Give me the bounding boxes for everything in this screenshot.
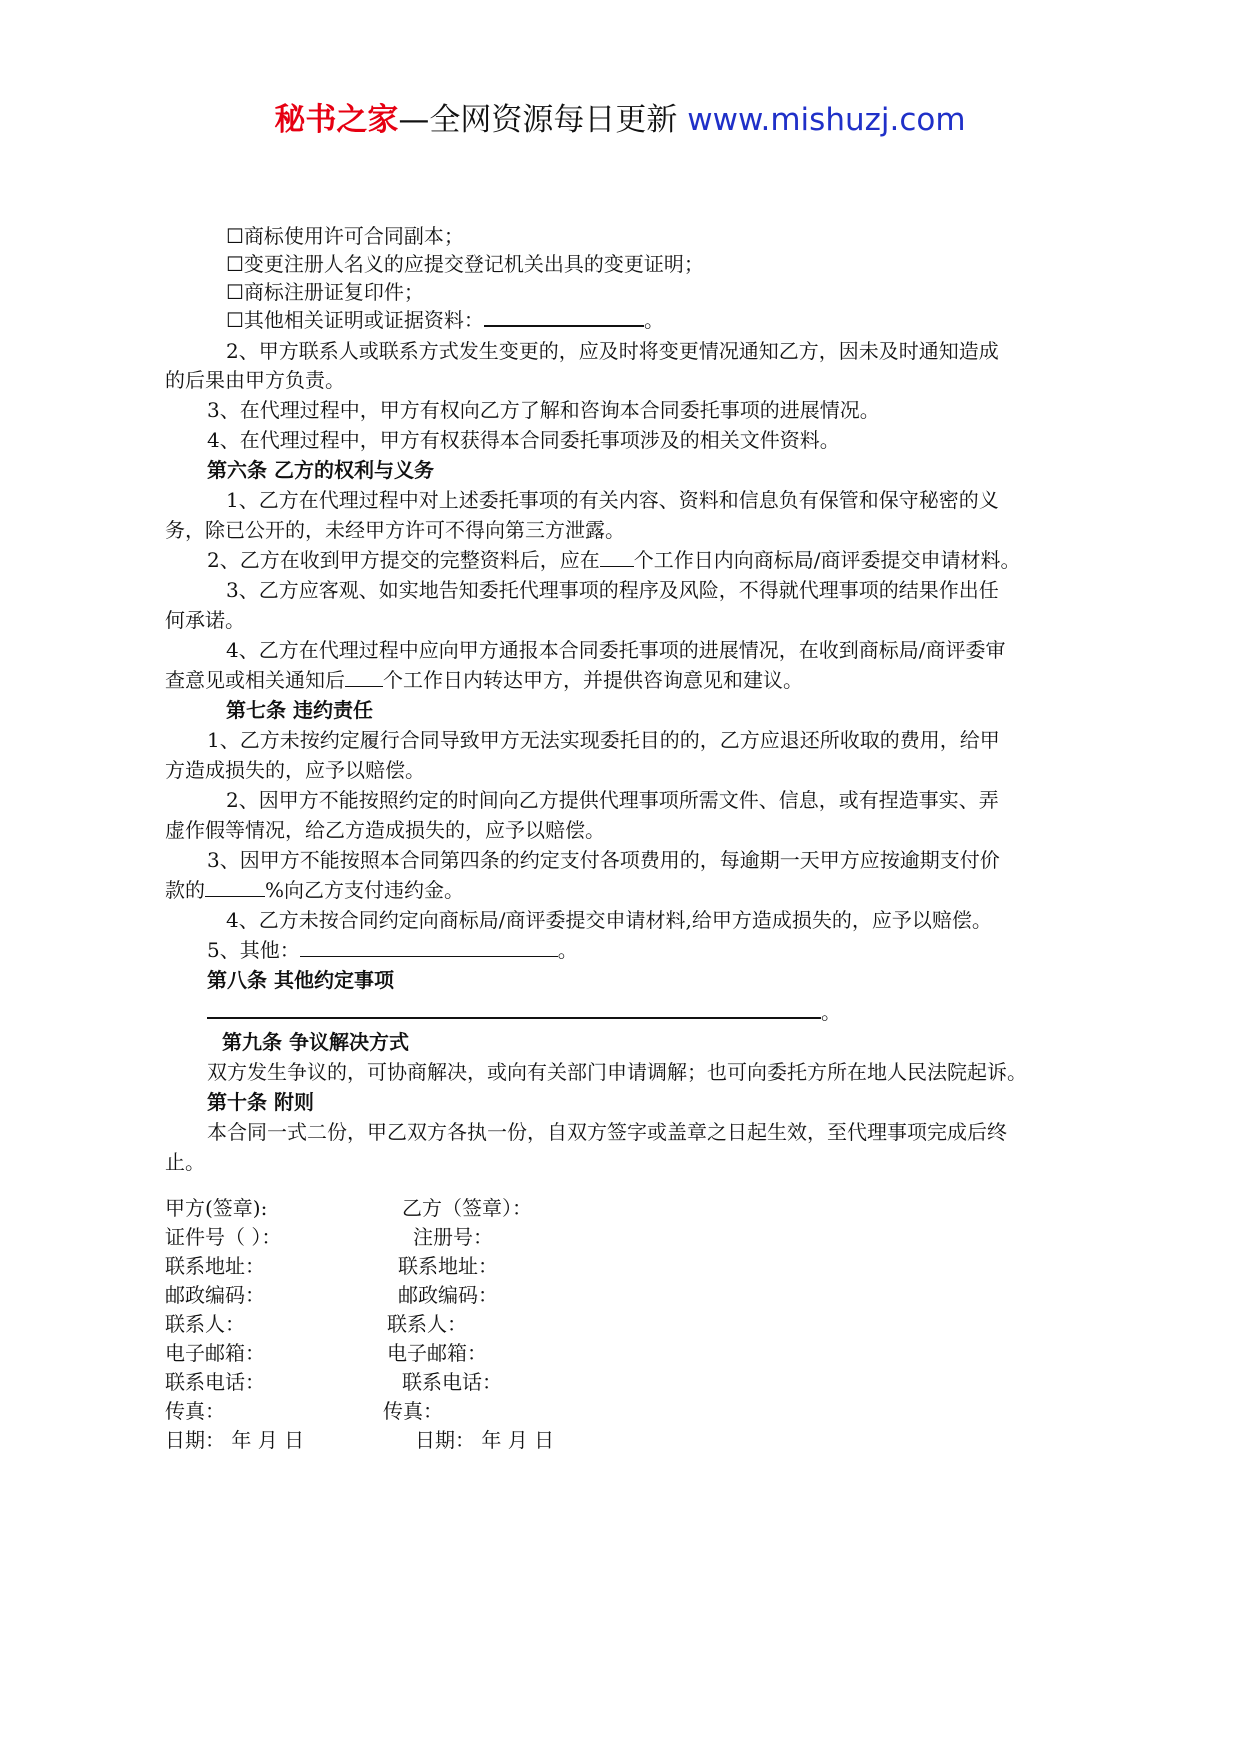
paragraph-line: 4、在代理过程中，甲方有权获得本合同委托事项涉及的相关文件资料。 xyxy=(207,428,840,452)
paragraph-line: 3、在代理过程中，甲方有权向乙方了解和咨询本合同委托事项的进展情况。 xyxy=(207,398,880,422)
paragraph-line: 1、乙方在代理过程中对上述委托事项的有关内容、资料和信息负有保管和保守秘密的义 xyxy=(226,488,999,512)
blank-field[interactable] xyxy=(207,999,821,1019)
paragraph-line: 4、乙方在代理过程中应向甲方通报本合同委托事项的进展情况，在收到商标局/商评委审 xyxy=(226,638,1006,662)
page-header xyxy=(0,98,1240,142)
header-tagline: —全网资源每日更新 xyxy=(398,102,688,138)
party-b-date-field: 日期： 年 月 日 xyxy=(415,1428,555,1452)
party-a-phone-field: 联系电话： xyxy=(165,1370,265,1394)
blank-field[interactable] xyxy=(600,548,634,567)
checklist-item: ☐商标使用许可合同副本； xyxy=(226,224,464,248)
paragraph-text: 款的 xyxy=(165,878,205,902)
punctuation: 。 xyxy=(821,1000,841,1024)
checklist-item: ☐商标注册证复印件； xyxy=(226,280,424,304)
paragraph-text: %向乙方支付违约金。 xyxy=(265,878,465,902)
party-b-email-field: 电子邮箱： xyxy=(387,1341,487,1365)
article-heading: 第八条 其他约定事项 xyxy=(207,968,394,992)
party-b-contact-field: 联系人： xyxy=(387,1312,467,1336)
paragraph-line: 何承诺。 xyxy=(165,608,245,632)
paragraph-line xyxy=(207,546,1020,574)
paragraph-line: 的后果由甲方负责。 xyxy=(165,368,345,392)
paragraph-text: 2、乙方在收到甲方提交的完整资料后，应在 xyxy=(207,548,600,572)
party-a-contact-field: 联系人： xyxy=(165,1312,245,1336)
punctuation: 。 xyxy=(557,938,578,962)
checklist-item-label: ☐其他相关证明或证据资料： xyxy=(226,308,484,332)
party-a-fax-field: 传真： xyxy=(165,1399,225,1423)
party-a-postcode-field: 邮政编码： xyxy=(165,1283,265,1307)
checklist-item xyxy=(226,306,664,334)
paragraph-line: 1、乙方未按约定履行合同导致甲方无法实现委托目的的，乙方应退还所收取的费用，给甲 xyxy=(207,728,1000,752)
paragraph-line: 4、乙方未按合同约定向商标局/商评委提交申请材料,给甲方造成损失的，应予以赔偿。 xyxy=(226,908,992,932)
article-heading: 第九条 争议解决方式 xyxy=(222,1030,409,1054)
paragraph-line: 双方发生争议的，可协商解决，或向有关部门申请调解；也可向委托方所在地人民法院起诉。 xyxy=(207,1060,1027,1084)
party-b-phone-field: 联系电话： xyxy=(402,1370,502,1394)
paragraph-line xyxy=(207,998,841,1026)
paragraph-text: 个工作日内向商标局/商评委提交申请材料。 xyxy=(633,548,1021,572)
party-b-signature-field: 乙方（签章）： xyxy=(402,1196,532,1220)
punctuation: 。 xyxy=(643,308,664,332)
party-a-date-field: 日期： 年 月 日 xyxy=(165,1428,305,1452)
party-b-fax-field: 传真： xyxy=(383,1399,443,1423)
paragraph-line: 方造成损失的，应予以赔偿。 xyxy=(165,758,425,782)
blank-field[interactable] xyxy=(345,668,383,687)
paragraph-line xyxy=(165,876,464,904)
blank-field[interactable] xyxy=(300,938,558,957)
paragraph-text: 查意见或相关通知后 xyxy=(165,668,345,692)
paragraph-text: 个工作日内转达甲方，并提供咨询意见和建议。 xyxy=(383,668,803,692)
party-b-address-field: 联系地址： xyxy=(398,1254,498,1278)
paragraph-line: 虚作假等情况，给乙方造成损失的，应予以赔偿。 xyxy=(165,818,605,842)
blank-field[interactable] xyxy=(205,878,265,897)
party-b-registration-field: 注册号： xyxy=(413,1225,493,1249)
party-a-address-field: 联系地址： xyxy=(165,1254,265,1278)
header-url[interactable]: www.mishuzj.com xyxy=(687,102,966,138)
paragraph-text: 5、其他： xyxy=(207,938,300,962)
article-heading: 第七条 违约责任 xyxy=(226,698,373,722)
paragraph-line: 3、因甲方不能按照本合同第四条的约定支付各项费用的，每逾期一天甲方应按逾期支付价 xyxy=(207,848,1000,872)
header-brand: 秘书之家 xyxy=(274,102,399,138)
paragraph-line: 止。 xyxy=(165,1150,205,1174)
paragraph-line: 本合同一式二份，甲乙双方各执一份，自双方签字或盖章之日起生效，至代理事项完成后终 xyxy=(207,1120,1007,1144)
paragraph-line xyxy=(207,936,578,964)
paragraph-line: 务，除已公开的，未经甲方许可不得向第三方泄露。 xyxy=(165,518,625,542)
paragraph-line: 3、乙方应客观、如实地告知委托代理事项的程序及风险，不得就代理事项的结果作出任 xyxy=(226,578,999,602)
party-b-postcode-field: 邮政编码： xyxy=(398,1283,498,1307)
blank-field[interactable] xyxy=(484,307,644,327)
party-a-signature-field: 甲方(签章): xyxy=(165,1196,268,1220)
article-heading: 第六条 乙方的权利与义务 xyxy=(207,458,434,482)
article-heading: 第十条 附则 xyxy=(207,1090,314,1114)
party-a-email-field: 电子邮箱： xyxy=(165,1341,265,1365)
paragraph-line xyxy=(165,666,803,694)
party-a-id-field: 证件号（ ）： xyxy=(165,1225,282,1249)
paragraph-line: 2、甲方联系人或联系方式发生变更的，应及时将变更情况通知乙方，因未及时通知造成 xyxy=(226,339,999,363)
checklist-item: ☐变更注册人名义的应提交登记机关出具的变更证明； xyxy=(226,252,704,276)
paragraph-line: 2、因甲方不能按照约定的时间向乙方提供代理事项所需文件、信息，或有捏造事实、弄 xyxy=(226,788,999,812)
